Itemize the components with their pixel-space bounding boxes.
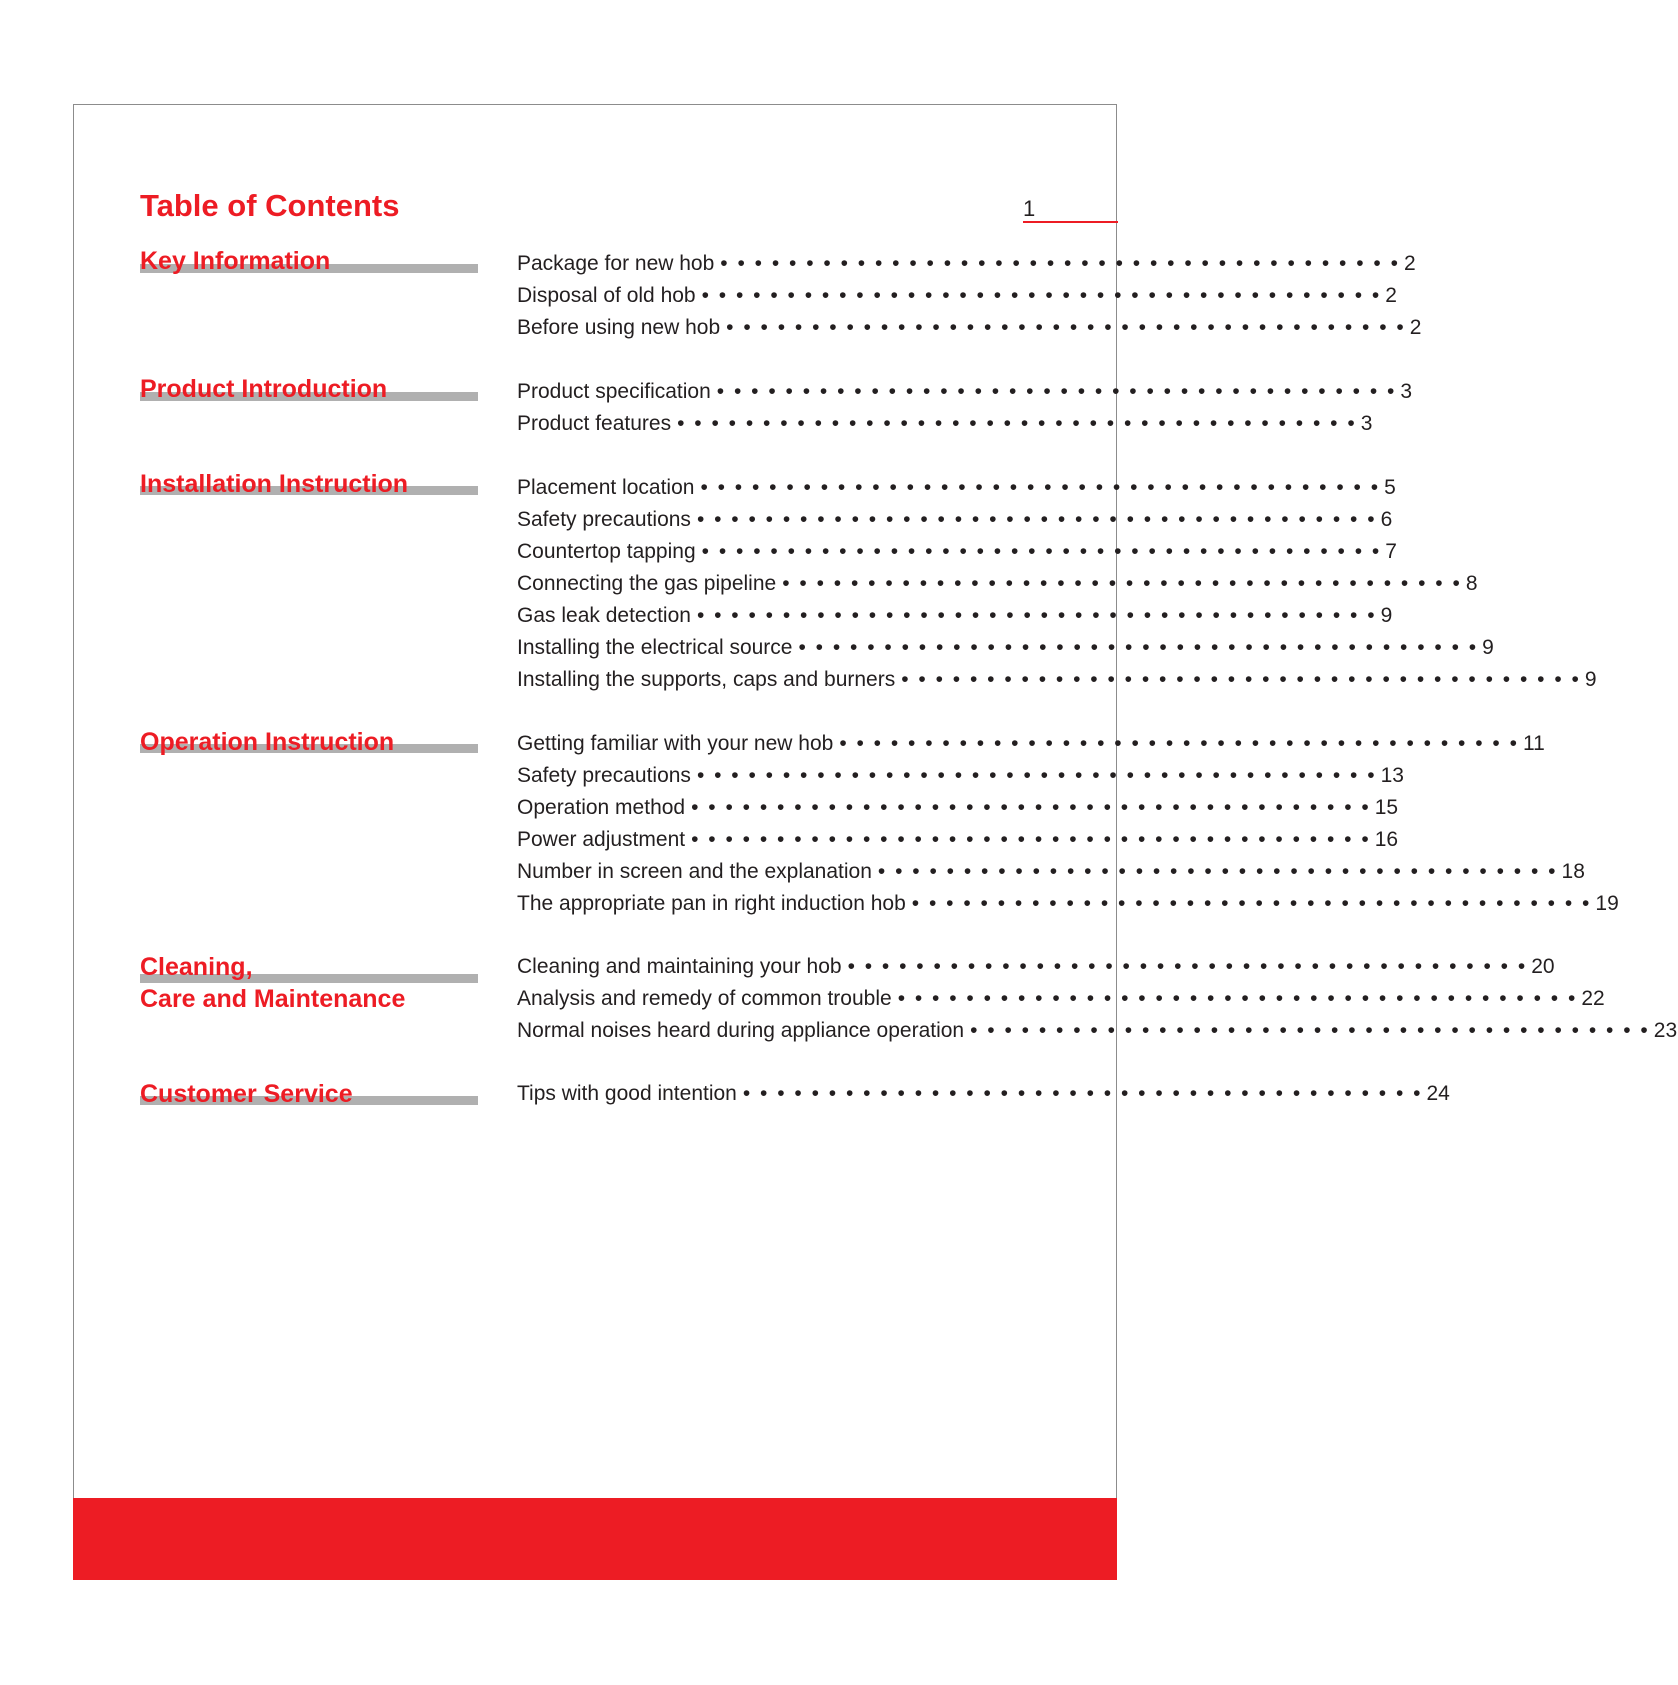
toc-entry[interactable] (517, 856, 1585, 888)
toc-entry-label: Installing the supports, caps and burners (517, 668, 896, 691)
dot-leader: • • • • • • • • • • • • • • • • • • • • • • • • • • • • • • • • • • • • • • • • (897, 987, 1578, 1010)
toc-entry-page: 19 (1595, 892, 1619, 915)
toc-entry-page: 2 (1409, 316, 1422, 339)
dot-leader: • • • • • • • • • • • • • • • • • • • • • • • • • • • • • • • • • • • • • • • • (901, 668, 1581, 691)
toc-entry-page: 2 (1403, 252, 1416, 275)
toc-entry-label: Power adjustment (517, 828, 686, 851)
toc-entry[interactable] (517, 792, 1399, 824)
toc-entry-page: 15 (1374, 796, 1399, 819)
toc-entry[interactable] (517, 664, 1597, 696)
toc-entry-page: 18 (1561, 860, 1585, 883)
footer-band (73, 1498, 1117, 1580)
toc-entry-label: Cleaning and maintaining your hob (517, 955, 842, 978)
toc-entry[interactable] (517, 951, 1555, 983)
dot-leader: • • • • • • • • • • • • • • • • • • • • • • • • • • • • • • • • • • • • • • • • (782, 572, 1462, 595)
page-number-rule (1023, 221, 1118, 223)
toc-entry-label: Safety precautions (517, 764, 691, 787)
page-number: 1 (1023, 196, 1036, 221)
dot-leader: • • • • • • • • • • • • • • • • • • • • • • • • • • • • • • • • • • • • • • • • (911, 892, 1592, 915)
dot-leader: • • • • • • • • • • • • • • • • • • • • • • • • • • • • • • • • • • • • • • • • (677, 412, 1357, 435)
toc-entry-page: 11 (1522, 732, 1545, 755)
section-heading[interactable]: Product Introduction (140, 375, 388, 403)
toc-entry[interactable] (517, 536, 1397, 568)
toc-entry-label: Countertop tapping (517, 540, 696, 563)
toc-entry[interactable] (517, 280, 1397, 312)
section-heading[interactable]: Operation Instruction (140, 728, 395, 756)
toc-entry-page: 20 (1531, 955, 1555, 978)
toc-entry-label: Getting familiar with your new hob (517, 732, 834, 755)
toc-entry-label: Placement location (517, 476, 695, 499)
toc-entry-page: 24 (1426, 1082, 1450, 1105)
toc-entry-label: The appropriate pan in right induction hob (517, 892, 906, 915)
dot-leader: • • • • • • • • • • • • • • • • • • • • • • • • • • • • • • • • • • • • • • • • (691, 828, 1371, 851)
toc-entry-label: Gas leak detection (517, 604, 691, 627)
toc-entry[interactable] (517, 504, 1393, 536)
dot-leader: • • • • • • • • • • • • • • • • • • • • • • • • • • • • • • • • • • • • • • • • (696, 764, 1377, 787)
toc-entry-page: 22 (1581, 987, 1605, 1010)
toc-entry-page: 9 (1482, 636, 1494, 659)
toc-entry-label: Tips with good intention (517, 1082, 737, 1105)
dot-leader: • • • • • • • • • • • • • • • • • • • • • • • • • • • • • • • • • • • • • • • • (696, 508, 1377, 531)
toc-entry-page: 13 (1380, 764, 1404, 787)
dot-leader: • • • • • • • • • • • • • • • • • • • • • • • • • • • • • • • • • • • • • • • • (701, 540, 1382, 563)
dot-leader: • • • • • • • • • • • • • • • • • • • • • • • • • • • • • • • • • • • • • • • • (726, 316, 1406, 339)
toc-entry-label: Operation method (517, 796, 686, 819)
toc-entry[interactable] (517, 248, 1416, 280)
toc-entry-label: Product specification (517, 380, 711, 403)
toc-entry[interactable] (517, 983, 1605, 1015)
page-title: Table of Contents (140, 188, 400, 223)
dot-leader: • • • • • • • • • • • • • • • • • • • • • • • • • • • • • • • • • • • • • • • • (720, 252, 1400, 275)
toc-entry[interactable] (517, 728, 1545, 760)
toc-entry-page: 9 (1584, 668, 1597, 691)
toc-entry[interactable] (517, 568, 1478, 600)
dot-leader: • • • • • • • • • • • • • • • • • • • • • • • • • • • • • • • • • • • • • • • • (691, 796, 1371, 819)
toc-entry-label: Normal noises heard during appliance operation (517, 1019, 965, 1042)
toc-entry[interactable] (517, 632, 1494, 664)
toc-entry-page: 16 (1374, 828, 1399, 851)
toc-entry-label: Connecting the gas pipeline (517, 572, 777, 595)
toc-entry[interactable] (517, 600, 1393, 632)
dot-leader: • • • • • • • • • • • • • • • • • • • • • • • • • • • • • • • • • • • • • • • • (701, 284, 1382, 307)
section-heading-line: Cleaning, (140, 953, 253, 981)
section-heading[interactable]: Installation Instruction (140, 470, 409, 498)
dot-leader: • • • • • • • • • • • • • • • • • • • • • • • • • • • • • • • • • • • • • • • • (716, 380, 1397, 403)
dot-leader: • • • • • • • • • • • • • • • • • • • • • • • • • • • • • • • • • • • • • • • • (700, 476, 1381, 499)
toc-entry-page: 5 (1384, 476, 1396, 499)
toc-entry-label: Product features (517, 412, 672, 435)
dot-leader: • • • • • • • • • • • • • • • • • • • • • • • • • • • • • • • • • • • • • • • • (877, 860, 1558, 883)
toc-entry[interactable] (517, 1015, 1678, 1047)
toc-entry[interactable] (517, 1078, 1450, 1110)
dot-leader: • • • • • • • • • • • • • • • • • • • • • • • • • • • • • • • • • • • • • • • • (798, 636, 1479, 659)
section-heading-line: Care and Maintenance (140, 985, 406, 1013)
toc-entry-label: Package for new hob (517, 252, 715, 275)
toc-entry-page: 7 (1385, 540, 1397, 563)
dot-leader: • • • • • • • • • • • • • • • • • • • • • • • • • • • • • • • • • • • • • • • • (839, 732, 1519, 755)
toc-entry-label: Number in screen and the explanation (517, 860, 872, 883)
section-heading[interactable]: Customer Service (140, 1080, 353, 1108)
toc-entry-page: 9 (1380, 604, 1393, 627)
section-heading[interactable]: Key Information (140, 247, 331, 275)
toc-entry[interactable] (517, 888, 1619, 920)
toc-entry-label: Safety precautions (517, 508, 691, 531)
dot-leader: • • • • • • • • • • • • • • • • • • • • • • • • • • • • • • • • • • • • • • • • (847, 955, 1528, 978)
toc-entry[interactable] (517, 472, 1396, 504)
toc-entry-label: Analysis and remedy of common trouble (517, 987, 892, 1010)
toc-entry-label: Disposal of old hob (517, 284, 696, 307)
toc-entry[interactable] (517, 408, 1373, 440)
toc-entry[interactable] (517, 376, 1413, 408)
toc-entry-page: 3 (1360, 412, 1373, 435)
toc-entry-page: 6 (1380, 508, 1393, 531)
section-heading[interactable] (140, 951, 405, 1015)
dot-leader: • • • • • • • • • • • • • • • • • • • • • • • • • • • • • • • • • • • • • • • • (696, 604, 1377, 627)
toc-entry-page: 8 (1465, 572, 1478, 595)
toc-entry-page: 2 (1385, 284, 1397, 307)
toc-entry-label: Before using new hob (517, 316, 721, 339)
toc-entry-label: Installing the electrical source (517, 636, 793, 659)
toc-entry-page: 3 (1400, 380, 1413, 403)
toc-entry-page: 23 (1653, 1019, 1678, 1042)
dot-leader: • • • • • • • • • • • • • • • • • • • • • • • • • • • • • • • • • • • • • • • • (970, 1019, 1650, 1042)
dot-leader: • • • • • • • • • • • • • • • • • • • • • • • • • • • • • • • • • • • • • • • • (742, 1082, 1423, 1105)
toc-entry[interactable] (517, 824, 1399, 856)
toc-entry[interactable] (517, 312, 1422, 344)
toc-entry[interactable] (517, 760, 1404, 792)
